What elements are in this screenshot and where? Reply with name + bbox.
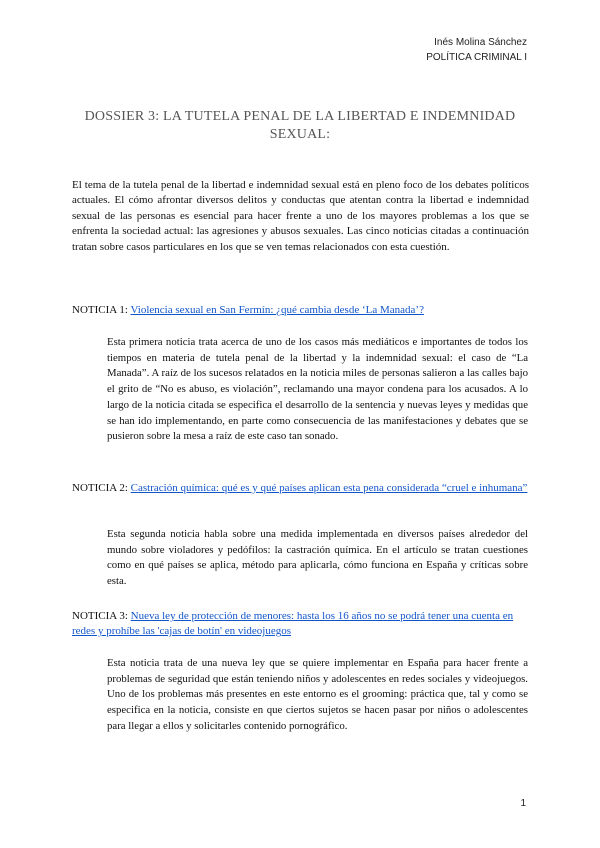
noticia-summary: Esta primera noticia trata acerca de uno de los casos más mediáticos e importantes de todos los tiempos en materia de tutela penal de la libertad y la indemnidad sexual: el caso de “La Manada”. A raíz de los sucesos relatados en la noticia miles de personas salieron a las calles bajo el grito de “No es abuso, es violación”, reclamando una mayor condena para los acusados. A lo largo de la noticia citada se especifica el desarrollo de la sentencia y nuevas leyes y medidas que se han ido implementando, en parte como consecuencia de las manifestaciones y debates que se pusieron sobre la mesa a raíz de este caso tan sonado. — [107, 336, 528, 443]
noticia-link[interactable]: Castración química: qué es y qué países aplican esta pena considerada “cruel e inhumana” — [130, 482, 528, 494]
header-course: POLÍTICA CRIMINAL I — [426, 51, 527, 63]
header-author: Inés Molina Sánchez — [434, 37, 527, 48]
noticia-link[interactable]: Violencia sexual en San Fermín: ¿qué cambia desde ‘La Manada’? — [130, 304, 424, 316]
noticia-heading — [72, 609, 528, 639]
noticia-label: NOTICIA 3: — [72, 610, 128, 622]
noticia-heading — [72, 303, 528, 318]
noticia-label: NOTICIA 2: — [72, 482, 128, 494]
noticia-summary: Esta segunda noticia habla sobre una medida implementada en diversos países alrededor del mundo sobre violadores y pedófilos: la castración química. En el artículo se tratan cuestiones como en qué países se aplica, método para aplicarla, cómo funciona en España y críticas sobre esta. — [107, 528, 528, 588]
page-number: 1 — [520, 798, 526, 809]
page-header — [426, 36, 527, 65]
intro-paragraph: El tema de la tutela penal de la libertad e indemnidad sexual está en pleno foco de los debates políticos actuales. El cómo afrontar diversos delitos y conductas que atentan contra la libertad e indemnidad sexual de las personas es esencial para hacer frente a uno de los mayores problemas a los que se enfrenta la sociedad actual: las agresiones y abusos sexuales. Las cinco noticias citadas a continuación tratan sobre casos particulares en los que se ven temas relacionados con esta cuestión. — [72, 179, 529, 253]
noticia-summary: Esta noticia trata de una nueva ley que se quiere implementar en España para hacer frente a problemas de seguridad que están teniendo niños y adolescentes en redes sociales y videojuegos. Uno de los problemas más presentes en este entorno es el grooming: práctica que, tal y como se especifica en la noticia, consiste en que ciertos sujetos se hacen pasar por niños o adolescentes para llegar a ellos y solicitarles contenido pornográfico. — [107, 657, 528, 732]
noticia-heading — [72, 481, 528, 496]
document-title: DOSSIER 3: LA TUTELA PENAL DE LA LIBERTAD E INDEMNIDAD SEXUAL: — [84, 109, 516, 142]
noticia-link[interactable]: Nueva ley de protección de menores: hasta los 16 años no se podrá tener una cuenta en redes y prohíbe las 'cajas de botín' en videojuegos — [72, 610, 514, 638]
noticia-label: NOTICIA 1: — [72, 304, 128, 316]
